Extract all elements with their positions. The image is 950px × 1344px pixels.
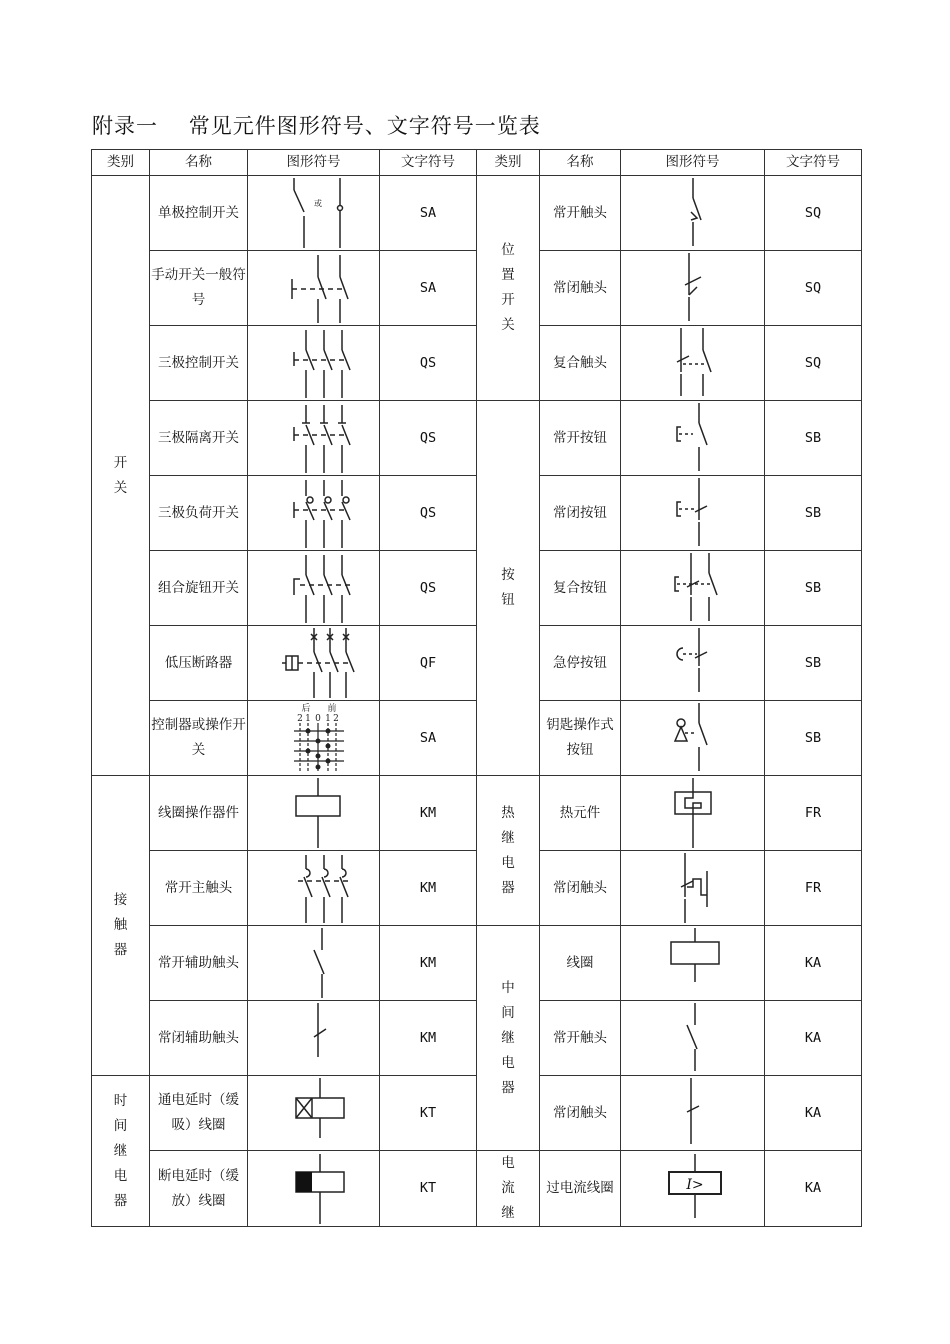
code-cell: QS (380, 476, 477, 551)
code-cell: QS (380, 551, 477, 626)
thermal-nc-contact-icon (623, 851, 763, 925)
name-cell: 通电延时（缓吸）线圈 (150, 1076, 248, 1151)
limit-switch-nc-icon (623, 251, 763, 325)
table-row (92, 401, 862, 476)
symbol-table (91, 149, 862, 1227)
name-cell: 过电流线圈 (540, 1151, 621, 1227)
name-cell: 单极控制开关 (150, 176, 248, 251)
symbol-back-label: 后 (300, 704, 311, 714)
three-pole-load-switch-icon (254, 476, 374, 550)
main-contact-no-icon (254, 851, 374, 925)
on-delay-coil-icon (254, 1076, 374, 1150)
name-cell: 钥匙操作式按钮 (540, 701, 621, 776)
symbol-pos-label: 1 (304, 714, 311, 724)
emergency-stop-icon (623, 626, 763, 700)
symbol-cell (621, 776, 765, 851)
symbol-cell (621, 626, 765, 701)
table-row (92, 1151, 862, 1227)
symbol-or-label: 或 (313, 199, 322, 208)
code-cell: SB (765, 701, 862, 776)
overcurrent-coil-icon (623, 1152, 763, 1226)
symbol-cell (621, 551, 765, 626)
category-cell (92, 176, 150, 776)
symbol-cell (248, 1001, 380, 1076)
table-row (92, 176, 862, 251)
push-button-no-icon (623, 401, 763, 475)
name-cell: 复合按钮 (540, 551, 621, 626)
name-cell: 常开辅助触头 (150, 926, 248, 1001)
symbol-front-label: 前 (326, 704, 337, 714)
table-header-row (92, 150, 862, 176)
name-cell: 常闭触头 (540, 251, 621, 326)
symbol-cell (248, 476, 380, 551)
header-symbol: 图形符号 (621, 150, 765, 176)
symbol-pos-label: 2 (332, 714, 339, 724)
code-cell: KM (380, 851, 477, 926)
name-cell: 三极负荷开关 (150, 476, 248, 551)
category-label: 开关 (113, 454, 128, 496)
push-button-compound-icon (623, 551, 763, 625)
symbol-cell (621, 1076, 765, 1151)
name-cell: 常开按钮 (540, 401, 621, 476)
symbol-cell (621, 401, 765, 476)
aux-contact-nc-icon (254, 1001, 374, 1075)
symbol-cell (248, 251, 380, 326)
category-label: 接触器 (113, 892, 128, 958)
category-cell (92, 1076, 150, 1227)
thermal-element-icon (623, 776, 763, 850)
code-cell: KA (765, 926, 862, 1001)
category-label: 中间继电器 (501, 979, 515, 1096)
name-cell: 常开触头 (540, 176, 621, 251)
symbol-cell (621, 851, 765, 926)
symbol-cell (248, 326, 380, 401)
three-pole-isolator-icon (254, 401, 374, 475)
key-button-icon (623, 701, 763, 775)
header-code: 文字符号 (380, 150, 477, 176)
symbol-cell (248, 1151, 380, 1227)
code-cell: SQ (765, 176, 862, 251)
category-cell (477, 176, 540, 401)
limit-switch-compound-icon (623, 326, 763, 400)
rotary-switch-icon (254, 551, 374, 625)
code-cell: KM (380, 776, 477, 851)
name-cell: 线圈操作器件 (150, 776, 248, 851)
code-cell: SA (380, 701, 477, 776)
name-cell: 三极隔离开关 (150, 401, 248, 476)
symbol-cell (248, 851, 380, 926)
category-cell (477, 926, 540, 1151)
category-label: 位置开关 (501, 242, 515, 333)
header-name: 名称 (540, 150, 621, 176)
circuit-breaker-icon (254, 626, 374, 700)
code-cell: SB (765, 551, 862, 626)
code-cell: SQ (765, 326, 862, 401)
symbol-cell (621, 1151, 765, 1227)
code-cell: QS (380, 326, 477, 401)
header-code: 文字符号 (765, 150, 862, 176)
symbol-pos-label: 2 (296, 714, 303, 724)
code-cell: SB (765, 476, 862, 551)
name-cell: 常开触头 (540, 1001, 621, 1076)
category-label: 电流继 (501, 1155, 515, 1221)
category-label: 时间继电器 (113, 1092, 128, 1209)
name-cell: 复合触头 (540, 326, 621, 401)
symbol-cell (621, 926, 765, 1001)
code-cell: KA (765, 1076, 862, 1151)
category-label: 按钮 (501, 567, 515, 608)
off-delay-coil-icon (254, 1152, 374, 1226)
name-cell: 常开主触头 (150, 851, 248, 926)
code-cell: SA (380, 251, 477, 326)
relay-no-contact-icon (623, 1001, 763, 1075)
code-cell: FR (765, 851, 862, 926)
code-cell: KM (380, 926, 477, 1001)
symbol-pos-label: 0 (314, 714, 321, 724)
code-cell: SB (765, 401, 862, 476)
name-cell: 常闭按钮 (540, 476, 621, 551)
symbol-cell (621, 1001, 765, 1076)
three-pole-control-switch-icon (254, 326, 374, 400)
name-cell: 常闭辅助触头 (150, 1001, 248, 1076)
aux-contact-no-icon (254, 926, 374, 1000)
code-cell: QF (380, 626, 477, 701)
table-row (92, 926, 862, 1001)
relay-nc-contact-icon (623, 1076, 763, 1150)
symbol-cell (248, 701, 380, 776)
category-cell (477, 1151, 540, 1227)
name-cell: 线圈 (540, 926, 621, 1001)
name-cell: 常闭触头 (540, 1076, 621, 1151)
name-cell: 控制器或操作开关 (150, 701, 248, 776)
overcurrent-label: I> (685, 1176, 704, 1193)
name-cell: 断电延时（缓放）线圈 (150, 1151, 248, 1227)
code-cell: SB (765, 626, 862, 701)
single-pole-switch-icon (254, 176, 374, 250)
symbol-cell (621, 476, 765, 551)
symbol-pos-label: 1 (324, 714, 331, 724)
code-cell: KM (380, 1001, 477, 1076)
name-cell: 三极控制开关 (150, 326, 248, 401)
category-cell (477, 401, 540, 776)
name-cell: 组合旋钮开关 (150, 551, 248, 626)
category-cell (477, 776, 540, 926)
code-cell: KA (765, 1151, 862, 1227)
header-symbol: 图形符号 (248, 150, 380, 176)
symbol-cell (248, 401, 380, 476)
symbol-cell (621, 251, 765, 326)
table-row (92, 776, 862, 851)
symbol-cell (621, 176, 765, 251)
code-cell: KA (765, 1001, 862, 1076)
symbol-cell (248, 626, 380, 701)
symbol-cell (621, 326, 765, 401)
header-category: 类别 (92, 150, 150, 176)
name-cell: 热元件 (540, 776, 621, 851)
header-category: 类别 (477, 150, 540, 176)
header-name: 名称 (150, 150, 248, 176)
symbol-cell (248, 551, 380, 626)
manual-switch-icon (254, 251, 374, 325)
limit-switch-no-icon (623, 176, 763, 250)
controller-switch-icon (254, 701, 374, 775)
relay-coil-icon (623, 926, 763, 1000)
category-label: 热继电器 (501, 804, 515, 896)
page-title: 附录一 常见元件图形符号、文字符号一览表 (92, 114, 541, 138)
symbol-cell (248, 926, 380, 1001)
symbol-cell (248, 176, 380, 251)
code-cell: QS (380, 401, 477, 476)
name-cell: 手动开关一般符号 (150, 251, 248, 326)
coil-icon (254, 776, 374, 850)
symbol-cell (248, 776, 380, 851)
code-cell: SQ (765, 251, 862, 326)
push-button-nc-icon (623, 476, 763, 550)
symbol-cell (248, 1076, 380, 1151)
code-cell: KT (380, 1076, 477, 1151)
category-cell (92, 776, 150, 1076)
name-cell: 低压断路器 (150, 626, 248, 701)
name-cell: 常闭触头 (540, 851, 621, 926)
code-cell: SA (380, 176, 477, 251)
code-cell: KT (380, 1151, 477, 1227)
symbol-cell (621, 701, 765, 776)
name-cell: 急停按钮 (540, 626, 621, 701)
code-cell: FR (765, 776, 862, 851)
